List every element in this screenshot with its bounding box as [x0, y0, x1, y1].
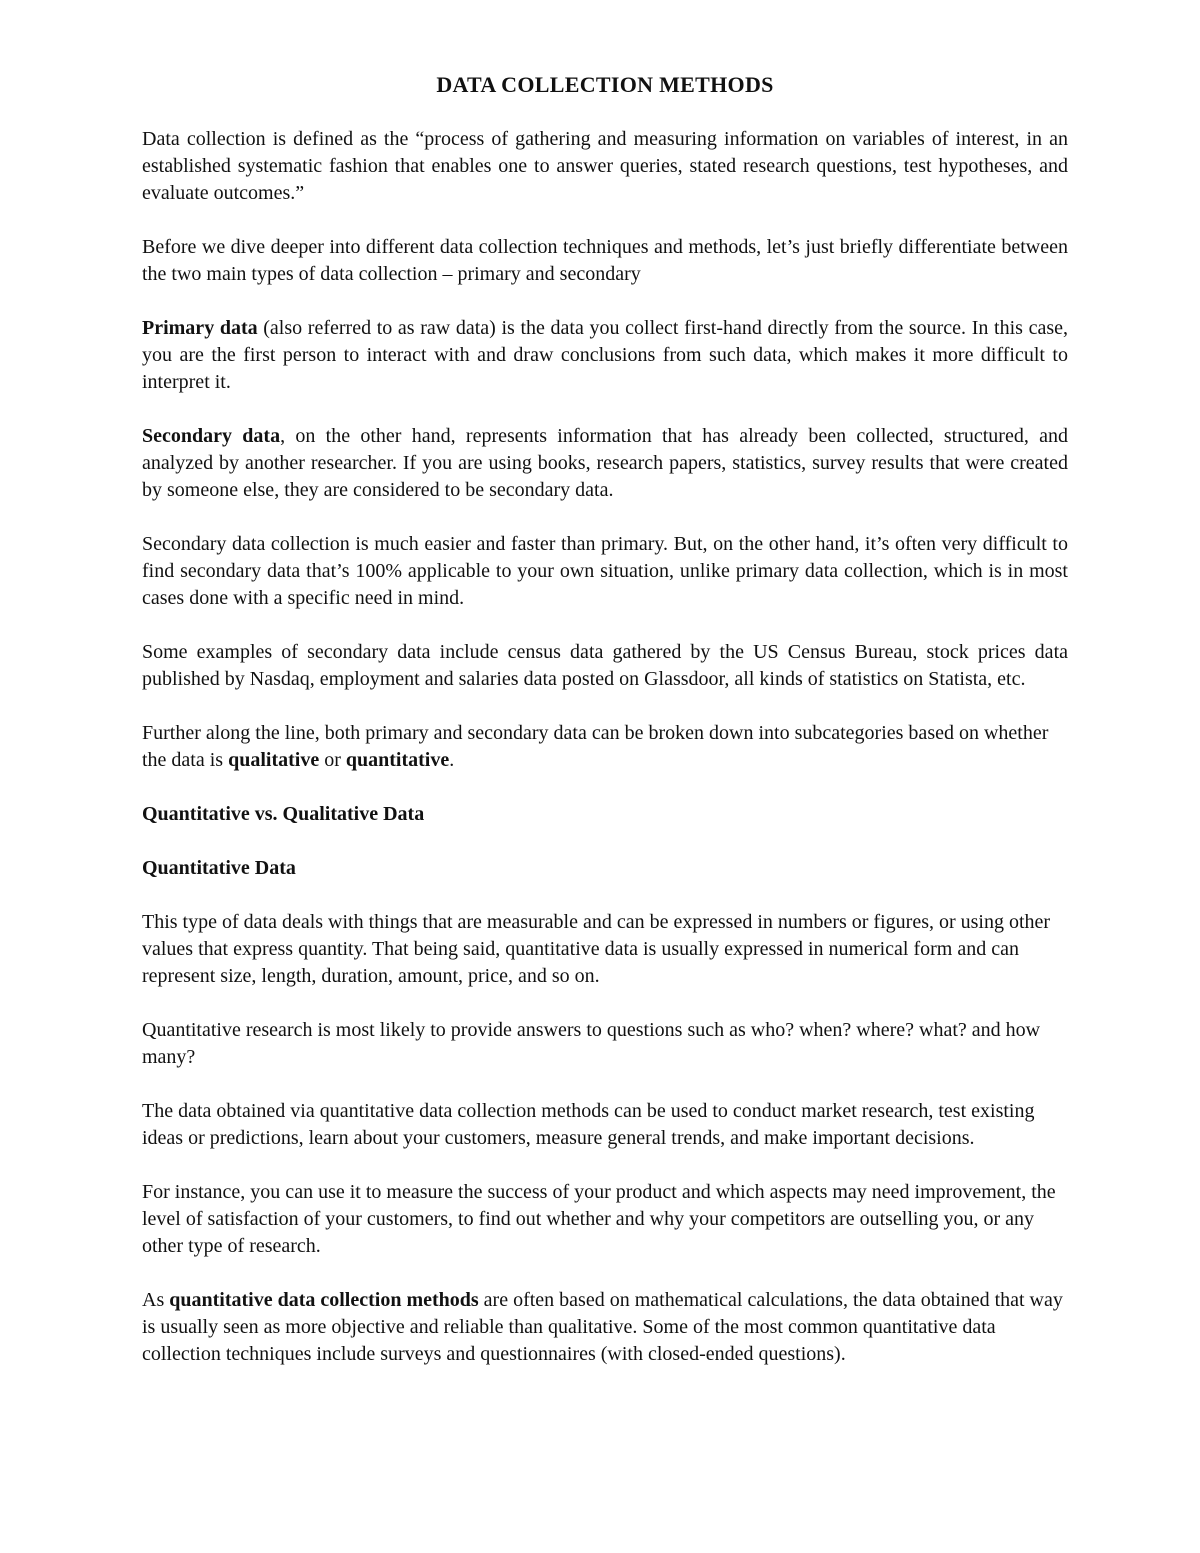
term-quantitative-methods: quantitative data collection methods	[169, 1289, 479, 1311]
section-heading-quant-vs-qual: Quantitative vs. Qualitative Data	[142, 803, 425, 825]
paragraph-quantitative-examples: For instance, you can use it to measure the success of your product and which aspects may need improvement, the level of satisfaction of your customers, to find out whether and why your competitors are outselling you, or any other type of research.	[142, 1181, 1056, 1257]
subcategories-text-middle: or	[319, 749, 346, 771]
paragraph-quantitative-methods	[142, 1287, 1068, 1368]
term-primary-data: Primary data	[142, 317, 258, 339]
paragraph-secondary-examples: Some examples of secondary data include census data gathered by the US Census Bureau, stock prices data published by Nasdaq, employment and salaries data posted on Glassdoor, all kinds of statistics on Statista, etc.	[142, 641, 1068, 690]
paragraph-secondary-comparison: Secondary data collection is much easier and faster than primary. But, on the other hand, it’s often very difficult to find secondary data that’s 100% applicable to your own situation, unlike primary data collection, which is in most cases done with a specific need in mind.	[142, 533, 1068, 609]
methods-text-after: are often based on mathematical calculations, the data obtained that way is usually seen as more objective and reliable than qualitative. Some of the most common quantitative data collection techniques include surveys and questionnaires (with closed-ended questions).	[142, 1289, 1063, 1365]
paragraph-quantitative-definition: This type of data deals with things that are measurable and can be expressed in numbers or figures, or using other values that express quantity. That being said, quantitative data is usually expressed in numerical form and can represent size, length, duration, amount, price, and so on.	[142, 911, 1051, 987]
paragraph-subcategories	[142, 720, 1068, 774]
secondary-data-text: , on the other hand, represents information that has already been collected, structured, and analyzed by another researcher. If you are using books, research papers, statistics, survey results that were created by someone else, they are considered to be secondary data.	[142, 425, 1068, 501]
document-page	[142, 70, 1068, 1395]
subcategories-text-before: Further along the line, both primary and secondary data can be broken down into subcategories based on whether the data is	[142, 722, 1049, 771]
paragraph-intro: Before we dive deeper into different data collection techniques and methods, let’s just briefly differentiate between the two main types of data collection – primary and secondary	[142, 236, 1068, 285]
term-secondary-data: Secondary data	[142, 425, 281, 447]
term-qualitative: qualitative	[228, 749, 320, 771]
paragraph-secondary-data	[142, 423, 1068, 504]
subcategories-text-after: .	[449, 749, 455, 771]
paragraph-primary-data	[142, 315, 1068, 396]
section-heading-quantitative-data: Quantitative Data	[142, 857, 296, 879]
primary-data-text: (also referred to as raw data) is the data you collect first-hand directly from the source. In this case, you are the first person to interact with and draw conclusions from such data, which makes it more difficult to interpret it.	[142, 317, 1068, 393]
paragraph-quantitative-questions: Quantitative research is most likely to provide answers to questions such as who? when? where? what? and how many?	[142, 1019, 1041, 1068]
paragraph-definition: Data collection is defined as the “process of gathering and measuring information on variables of interest, in an established systematic fashion that enables one to answer queries, stated research questions, test hypotheses, and evaluate outcomes.”	[142, 128, 1068, 204]
document-title: DATA COLLECTION METHODS	[436, 72, 774, 97]
paragraph-quantitative-uses: The data obtained via quantitative data collection methods can be used to conduct market research, test existing ideas or predictions, learn about your customers, measure general trends, and make important decisions.	[142, 1100, 1035, 1149]
term-quantitative: quantitative	[345, 749, 450, 771]
methods-text-before: As	[142, 1289, 170, 1311]
